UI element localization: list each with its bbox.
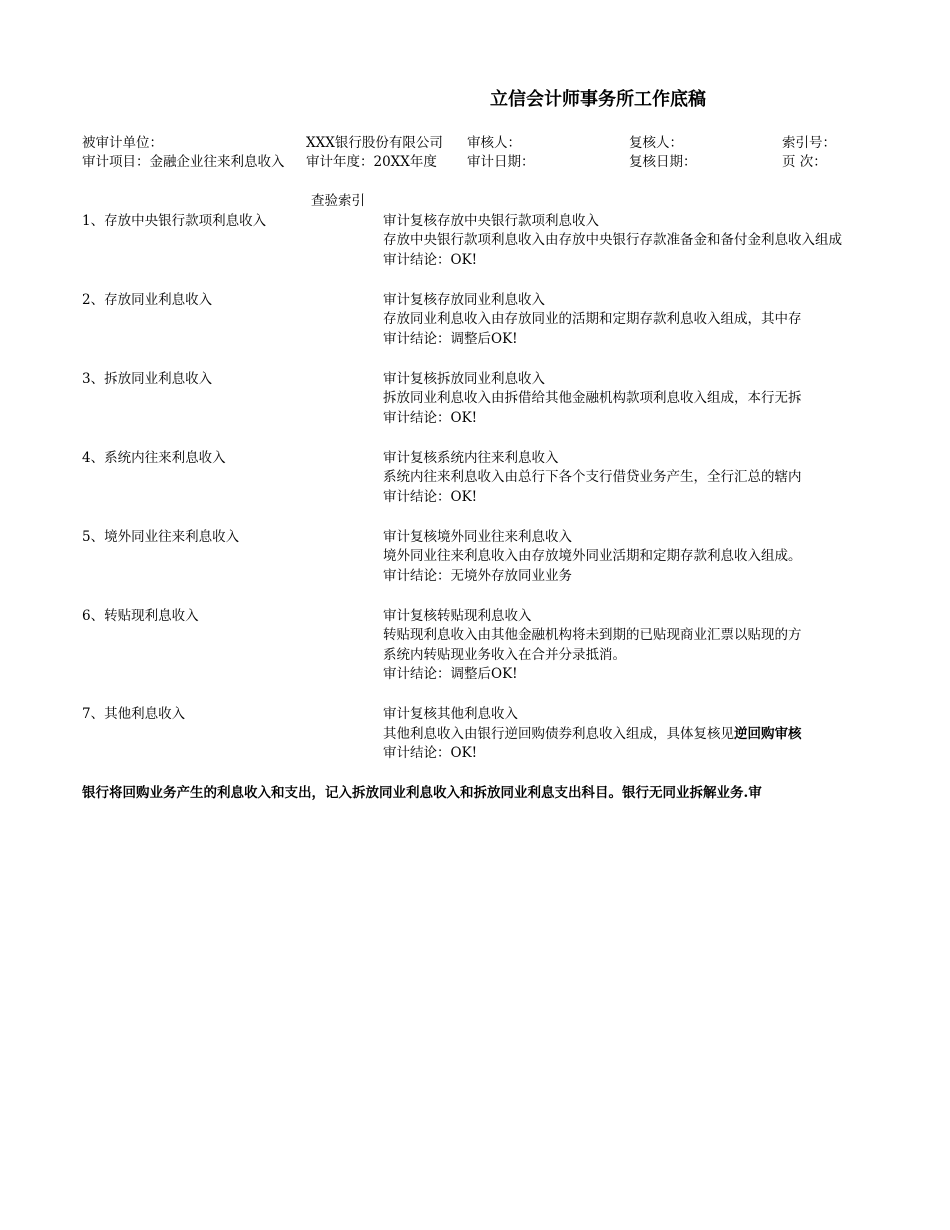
index-label: 索引号：	[782, 135, 836, 151]
footer-note: 银行将回购业务产生的利息收入和支出，记入拆放同业利息收入和拆放同业利息支出科目。银行无同业拆解业务.审	[82, 785, 762, 801]
item-4-line-1: 审计复核系统内往来利息收入	[383, 450, 559, 466]
item-2-conclusion: 审计结论：调整后OK!	[383, 331, 518, 347]
reviewer-label: 审核人：	[467, 135, 521, 151]
item-5-line-2: 境外同业往来利息收入由存放境外同业活期和定期存款利息收入组成。	[383, 548, 802, 564]
item-1-line-2: 存放中央银行款项利息收入由存放中央银行存款准备金和备付金利息收入组成	[383, 232, 842, 248]
item-7-line-2	[383, 725, 858, 744]
item-1-name: 1、存放中央银行款项利息收入	[82, 213, 267, 229]
check-index-header: 查验索引	[311, 193, 365, 209]
item-6-line-1: 审计复核转贴现利息收入	[383, 608, 532, 624]
item-2-line-2: 存放同业利息收入由存放同业的活期和定期存款利息收入组成，其中存	[383, 311, 802, 327]
item-3-line-1: 审计复核拆放同业利息收入	[383, 371, 545, 387]
audited-unit-value: XXX银行股份有限公司	[306, 135, 443, 151]
item-5-name: 5、境外同业往来利息收入	[82, 529, 240, 545]
item-3-line-2: 拆放同业利息收入由拆借给其他金融机构款项利息收入组成，本行无拆	[383, 390, 802, 406]
page-number-label: 页 次：	[782, 154, 827, 170]
item-6-line-2: 转贴现利息收入由其他金融机构将未到期的已贴现商业汇票以贴现的方	[383, 627, 802, 643]
item-6-name: 6、转贴现利息收入	[82, 608, 199, 624]
item-7-name: 7、其他利息收入	[82, 706, 186, 722]
item-7-conclusion: 审计结论：OK!	[383, 745, 478, 761]
item-6-conclusion: 审计结论：调整后OK!	[383, 666, 518, 682]
item-7-line-1: 审计复核其他利息收入	[383, 706, 518, 722]
item-3-conclusion: 审计结论：OK!	[383, 410, 478, 426]
audit-year-label: 审计年度：20XX年度	[306, 154, 437, 170]
item-5-line-1: 审计复核境外同业往来利息收入	[383, 529, 572, 545]
recheck-date-label: 复核日期：	[629, 154, 697, 170]
page-title: 立信会计师事务所工作底稿	[490, 89, 706, 110]
item-2-name: 2、存放同业利息收入	[82, 292, 213, 308]
item-1-line-1: 审计复核存放中央银行款项利息收入	[383, 213, 599, 229]
item-2-line-1: 审计复核存放同业利息收入	[383, 292, 545, 308]
item-4-conclusion: 审计结论：OK!	[383, 489, 478, 505]
item-7-line-2-text: 其他利息收入由银行逆回购债券利息收入组成，具体复核见	[383, 726, 734, 742]
item-4-line-2: 系统内往来利息收入由总行下各个支行借贷业务产生，全行汇总的辖内	[383, 469, 802, 485]
item-6-line-3: 系统内转贴现业务收入在合并分录抵消。	[383, 647, 626, 663]
rechecker-label: 复核人：	[629, 135, 683, 151]
item-4-name: 4、系统内往来利息收入	[82, 450, 226, 466]
item-3-name: 3、拆放同业利息收入	[82, 371, 213, 387]
item-5-conclusion: 审计结论：无境外存放同业业务	[383, 568, 572, 584]
audit-item-label: 审计项目：金融企业往来利息收入	[82, 154, 285, 170]
item-1-conclusion: 审计结论：OK!	[383, 252, 478, 268]
item-7-line-2-bold: 逆回购审核	[734, 726, 802, 742]
audited-unit-label: 被审计单位：	[82, 135, 163, 151]
audit-date-label: 审计日期：	[467, 154, 535, 170]
